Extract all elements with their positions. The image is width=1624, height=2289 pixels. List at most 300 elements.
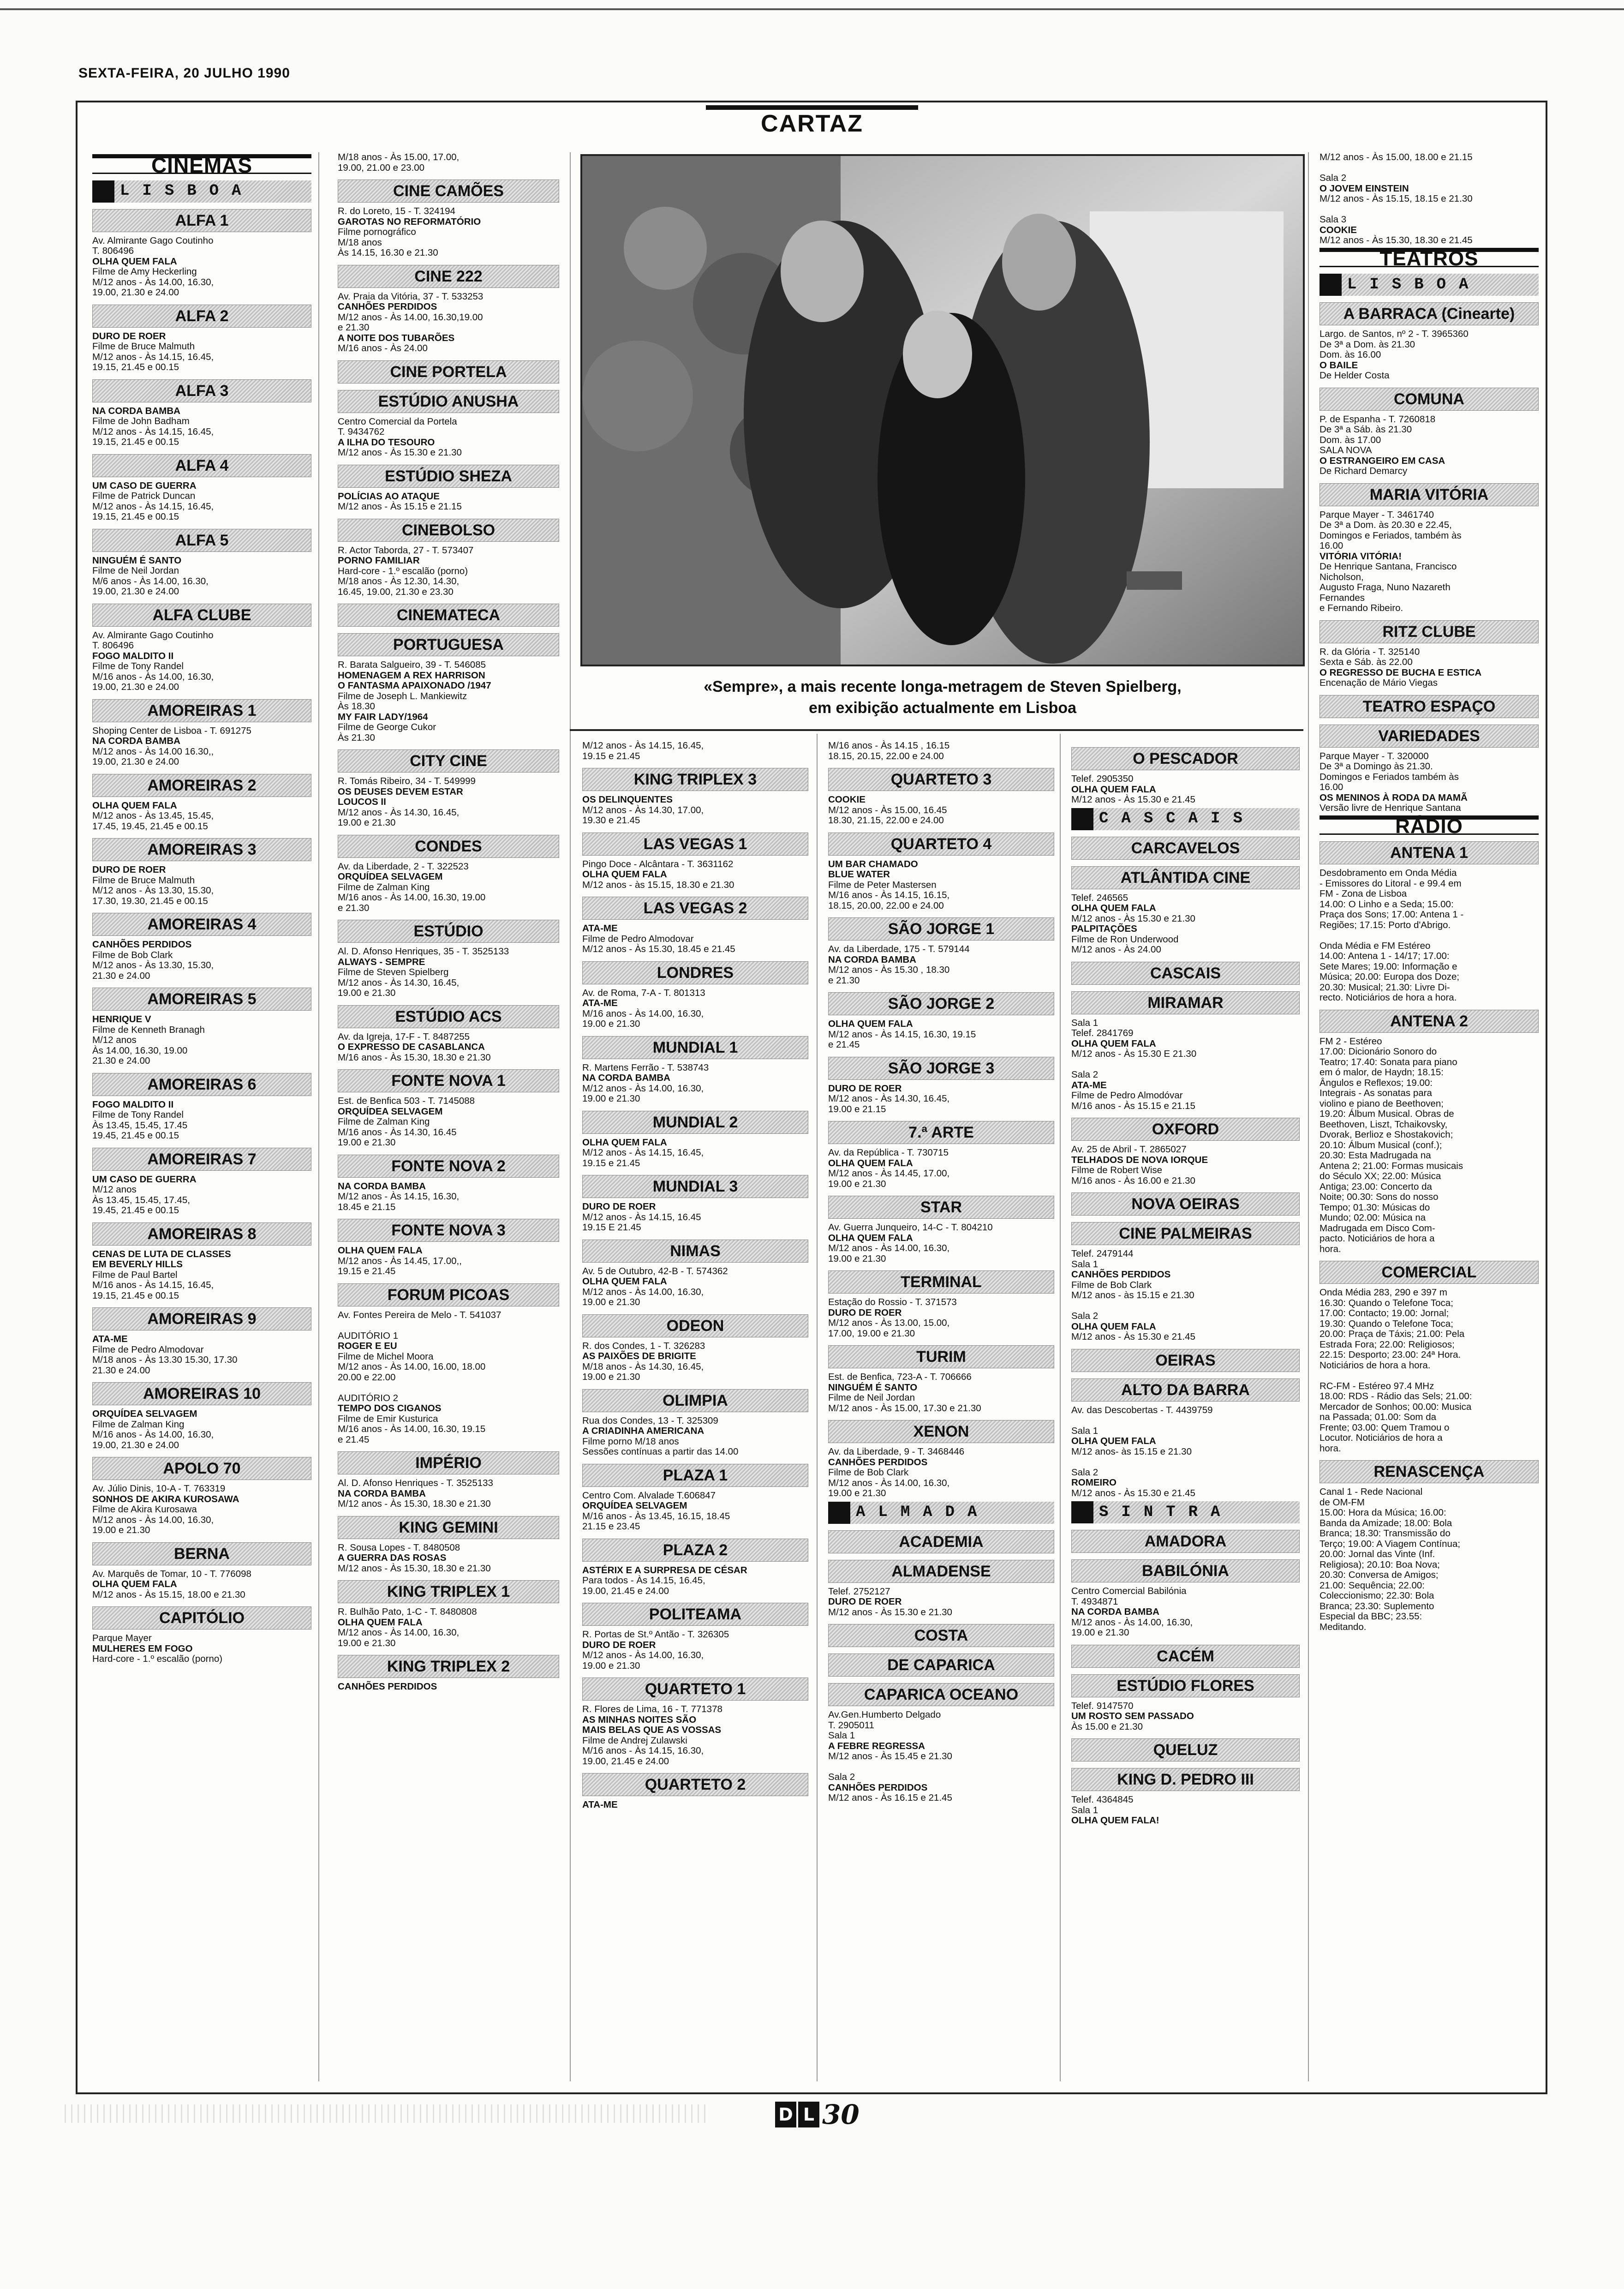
info-line: Filme de Joseph L. Mankiewitz	[338, 690, 467, 701]
info-line: M/12 anos - Às 14.00 16.30,,	[92, 746, 214, 757]
info-line: M/12 anos - Às 15.30, 18.30 e 21.30	[338, 1563, 491, 1574]
film-title-line: PORNO FAMILIAR	[338, 555, 420, 566]
programme-line: 17.00: Dicionário Sonoro do	[1320, 1046, 1437, 1057]
radio-station	[1320, 841, 1539, 1003]
programme-line: - Emissores do Litoral - e 99.4 em	[1320, 878, 1462, 889]
page-number: 30	[822, 2099, 860, 2130]
film-title-line: OS MENINOS À RODA DA MAMÃ	[1320, 792, 1468, 803]
venue-listing	[582, 1678, 808, 1767]
info-line: M/12 anos - Às 14.15, 16.45	[582, 1211, 701, 1222]
cinemas-column-3	[582, 741, 808, 1810]
info-line: M/16 anos - Às 14.00, 16.30,	[582, 1008, 704, 1019]
info-line: Dom. às 16.00	[1320, 349, 1381, 360]
programme-line: Mercador de Sonhos; 00.00: Musica	[1320, 1401, 1472, 1412]
info-line: M/12 anos - Às 14.15, 16.45,	[92, 426, 214, 437]
programme-line: do Século XX; 22.00: Música	[1320, 1171, 1441, 1181]
info-line: R. dos Condes, 1 - T. 326283	[582, 1340, 705, 1351]
venue-heading: PORTUGUESA	[338, 633, 559, 656]
info-line: Filme de Emir Kusturica	[338, 1413, 438, 1424]
info-line: M/12 anos - Às 15.30, 18.30 e 21.30	[338, 1498, 491, 1509]
info-line: M/12 anos - às 15.15 e 21.30	[1071, 1290, 1194, 1300]
venue-listing	[828, 1345, 1054, 1414]
venue-listing	[338, 1005, 559, 1063]
venue-heading: OXFORD	[1071, 1118, 1300, 1141]
venue-listing	[1071, 1645, 1300, 1732]
venue-heading: ESTÚDIO SHEZA	[338, 465, 559, 488]
info-line: Shoping Center de Lisboa - T. 691275	[92, 725, 251, 736]
info-line: 21.30 e 24.00	[92, 1055, 150, 1066]
venue-listing	[338, 1451, 559, 1510]
info-line: 19.00, 21.30 e 24.00	[92, 287, 179, 298]
info-line: Às 21.30	[338, 732, 375, 743]
venue-listing	[582, 1175, 808, 1233]
film-title-line: OLHA QUEM FALA	[828, 1019, 913, 1029]
venue-heading: CINEBOLSO	[338, 519, 559, 542]
info-line: Filme de Ron Underwood	[1071, 934, 1179, 945]
venue-heading: ALFA 2	[92, 305, 311, 328]
info-line: Às 14.00, 16.30, 19.00	[92, 1045, 188, 1056]
info-line: Av. Guerra Junqueiro, 14-C - T. 804210	[828, 1222, 993, 1233]
film-title-line: OLHA QUEM FALA	[338, 1617, 423, 1628]
info-line	[1320, 163, 1539, 174]
section-title: CARTAZ	[706, 105, 918, 147]
info-line: Filme de Amy Heckerling	[92, 266, 197, 277]
programme-line: Mundo; 02.00: Música na	[1320, 1212, 1426, 1223]
film-title-line: TELHADOS DE NOVA IORQUE	[1071, 1154, 1208, 1165]
info-line: Estação do Rossio - T. 371573	[828, 1297, 957, 1307]
venue-heading: VARIEDADES	[1320, 725, 1539, 748]
info-line: M/12 anos	[92, 1035, 137, 1045]
programme-line: 17.00: Contacto; 19.00: Jornal;	[1320, 1308, 1449, 1318]
programme-line: Integrais - As sonatas para	[1320, 1088, 1432, 1098]
film-title-line: HOMENAGEM A REX HARRISON	[338, 670, 485, 681]
info-line: M/12 anos	[92, 1184, 137, 1195]
venue-listing	[828, 917, 1054, 986]
info-line: M/6 anos - Às 14.00, 16.30,	[92, 575, 209, 587]
info-line: Av. de Roma, 7-A - T. 801313	[582, 987, 705, 998]
continued-text	[1320, 152, 1539, 246]
info-line: Telef. 2479144	[1071, 1248, 1134, 1259]
info-line: M/12 anos - Às 15.30 e 21.45	[1071, 1331, 1195, 1342]
venue-listing	[338, 920, 559, 999]
venue-listing	[338, 1069, 559, 1148]
almada-city-bar	[828, 1502, 1054, 1524]
cinemas-column-4	[828, 741, 1054, 1804]
info-line: M/16 anos - Às 14.00, 16.30, 19.00	[338, 892, 486, 903]
scan-noise	[65, 2104, 710, 2123]
info-line: 17.45, 19.45, 21.45 e 00.15	[92, 821, 208, 832]
info-line: De Henrique Santana, Francisco	[1320, 561, 1457, 572]
programme-line: Teatro; 17.40: Sonata para piano	[1320, 1056, 1457, 1067]
info-line: M/12 anos - Às 14.15, 16.45,	[92, 501, 214, 512]
info-line: 19.00, 21.30 e 24.00	[92, 1439, 179, 1450]
info-line: M/16 anos - Às 15.30, 18.30 e 21.30	[338, 1052, 491, 1063]
info-line: Sala 2	[1071, 1467, 1099, 1478]
info-line: Filme de Michel Moora	[338, 1351, 434, 1362]
programme-line: Meditando.	[1320, 1621, 1367, 1632]
film-title	[1320, 184, 1539, 194]
info-line: M/18 anos - Às 14.30, 16.45,	[582, 1361, 704, 1372]
info-line: Sala 2	[1071, 1311, 1099, 1321]
venue-heading: AMOREIRAS 6	[92, 1073, 311, 1096]
city-letter: L	[878, 1504, 888, 1522]
info-line: M/12 anos - Às 14.30, 16.45,	[338, 807, 460, 818]
programme-line	[1320, 930, 1539, 941]
info-line: Domingos e Feriados também às	[1320, 771, 1459, 782]
listing-list	[338, 180, 559, 1692]
film-title-line: UM CASO DE GUERRA	[92, 480, 197, 491]
programme-line: Música; 20.00: Europa dos Doze;	[1320, 971, 1460, 982]
info-line: Telef. 4364845	[1071, 1794, 1134, 1805]
info-line: 20.00 e 22.00	[338, 1372, 396, 1383]
venue-heading: MUNDIAL 3	[582, 1175, 808, 1198]
info-line: Parque Mayer	[92, 1633, 152, 1643]
programme-line: Praça dos Sons; 17.00: Antena 1 -	[1320, 909, 1464, 920]
film-title-line: ROMEIRO	[1071, 1477, 1116, 1488]
venue-listing	[582, 897, 808, 955]
film-title-line: ORQUÍDEA SELVAGEM	[338, 1106, 443, 1117]
film-title-line: DURO DE ROER	[92, 330, 166, 342]
venue-heading: ALFA 5	[92, 529, 311, 552]
city-letter: I	[1121, 1503, 1131, 1521]
venue-heading: ALFA 4	[92, 454, 311, 477]
city-letter: A	[1121, 810, 1131, 828]
info-line: 19.30 e 21.45	[582, 815, 640, 826]
info-line: Av. Almirante Gago Coutinho	[92, 629, 214, 641]
info-line: R. Portas de St.º Antão - T. 326305	[582, 1629, 729, 1640]
info-line: 19.00 e 21.30	[582, 1019, 640, 1029]
film-title-line: COOKIE	[828, 794, 866, 805]
city-letter: L	[1347, 276, 1357, 294]
venue-listing	[1320, 695, 1539, 814]
programme-line: violino e piano de Beethoven;	[1320, 1098, 1444, 1109]
venue-heading: ATLÂNTIDA CINE	[1071, 866, 1300, 889]
city-letter: A	[967, 1504, 977, 1522]
info-line: Para todos - Às 14.15, 16.45,	[582, 1575, 705, 1586]
programme-line: 19.30: Quando o Telefone Toca;	[1320, 1318, 1453, 1329]
venue-heading: FONTE NOVA 1	[338, 1069, 559, 1092]
info-line: R. Martens Ferrão - T. 538743	[582, 1062, 709, 1073]
info-line: AUDITÓRIO 1	[338, 1330, 398, 1341]
city-letter: S	[1099, 1503, 1109, 1521]
info-line: 21.30 e 24.00	[92, 970, 150, 981]
film-title-line: OLHA QUEM FALA	[92, 256, 177, 267]
info-line: M/12 anos - Às 15.30, 18.30 e 21.45	[1320, 235, 1473, 246]
programme-line: na Passada; 01.00: Som da	[1320, 1412, 1437, 1422]
info-line: 19.00 e 21.30	[338, 1137, 396, 1148]
venue-heading: XENON	[828, 1420, 1054, 1443]
venue-heading: ALFA 1	[92, 209, 311, 232]
venue-heading: KING TRIPLEX 1	[338, 1580, 559, 1603]
film-title-line: OLHA QUEM FALA	[1071, 1038, 1156, 1049]
info-line: Filme de George Cukor	[338, 722, 436, 732]
programme-line: 14.00: O Linho e a Seda; 15.00:	[1320, 899, 1454, 910]
venue-heading: CAPARICA OCEANO	[828, 1683, 1054, 1706]
info-line: De 3ª a Dom. às 20.30 e 22.45,	[1320, 520, 1452, 530]
programme-line: hora.	[1320, 1243, 1341, 1254]
logo-letter: L	[798, 2102, 819, 2127]
radio-station	[1320, 1261, 1539, 1454]
venue-heading: NOVA OEIRAS	[1071, 1192, 1300, 1216]
info-line: M/12 anos - Às 14.15, 16.30,	[338, 1191, 460, 1202]
venue-heading: MUNDIAL 1	[582, 1036, 808, 1059]
info-line: M/12 anos - Às 15.30 e 21.45	[1071, 1487, 1195, 1498]
film-title-line: SONHOS DE AKIRA KUROSAWA	[92, 1493, 239, 1504]
film-title	[1320, 225, 1539, 236]
venue-heading: AMOREIRAS 1	[92, 699, 311, 722]
venue-listing	[92, 1307, 311, 1376]
info-line: M/12 anos - Às 14.15, 16.30, 19.15	[828, 1029, 976, 1040]
film-title-line: ORQUÍDEA SELVAGEM	[92, 1408, 197, 1419]
city-letter: I	[142, 182, 152, 200]
venue-listing	[1071, 1738, 1300, 1826]
film-title-line: MAIS BELAS QUE AS VOSSAS	[582, 1725, 722, 1735]
info-line: Filme porno M/18 anos	[582, 1436, 679, 1447]
programme-line: 22.15: Desporto; 23.00: 24ª Hora.	[1320, 1349, 1461, 1360]
info-line: Av. da Liberdade, 175 - T. 579144	[828, 944, 970, 954]
venue-listing	[582, 1240, 808, 1308]
film-title-line: ORQUÍDEA SELVAGEM	[338, 871, 443, 882]
programme-line: Onda Média e FM Estéreo	[1320, 940, 1431, 951]
sintra-city-bar	[1071, 1501, 1300, 1523]
film-title-line: NA CORDA BAMBA	[92, 736, 180, 746]
info-line: 19.00 e 21.30	[582, 1093, 640, 1104]
film-title-line: TEMPO DOS CIGANOS	[338, 1403, 442, 1414]
programme-line: Noticiários de hora a hora.	[1320, 1360, 1431, 1371]
venue-listing	[92, 1606, 311, 1665]
venue-listing	[1071, 1530, 1300, 1638]
venue-listing	[1071, 962, 1300, 1112]
info-line: M/12 anos - Às 15.30 e 21.45	[1071, 794, 1195, 805]
venue-listing	[92, 454, 311, 522]
programme-line: Dvorak, Berlioz e Shostakovich;	[1320, 1129, 1453, 1140]
venue-heading: FORUM PICOAS	[338, 1283, 559, 1306]
venue-listing	[338, 835, 559, 914]
film-title-line: O JOVEM EINSTEIN	[1320, 183, 1409, 194]
venue-listing	[1071, 837, 1300, 955]
venue-heading: SÃO JORGE 1	[828, 917, 1054, 941]
venue-listing	[338, 749, 559, 828]
film-title-line: EM BEVERLY HILLS	[92, 1259, 183, 1270]
info-line: M/12 anos - Às 14.00, 16.30,19.00	[338, 312, 483, 323]
info-line: R. Bulhão Pato, 1-C - T. 8480808	[338, 1606, 477, 1617]
city-letter: R	[1188, 1503, 1198, 1521]
film-title-line: ORQUÍDEA SELVAGEM	[582, 1500, 687, 1511]
venue-heading: KING TRIPLEX 3	[582, 768, 808, 791]
info-line: 19.45, 21.45 e 00.15	[92, 1205, 179, 1216]
cascais-city-bar	[1071, 808, 1300, 830]
info-line: M/12 anos - Às 16.15 e 21.45	[828, 1792, 952, 1803]
venue-heading: CINE 222	[338, 265, 559, 288]
info-line: Domingos e Feriados, também às	[1320, 530, 1462, 541]
venue-heading: TEATRO ESPAÇO	[1320, 695, 1539, 718]
info-line: Filme de John Badham	[92, 416, 190, 426]
info-line: 19.00, 21.30 e 24.00	[92, 756, 179, 767]
venue-listing	[828, 992, 1054, 1050]
info-line: 19.00 e 21.30	[582, 1372, 640, 1382]
film-title-line: NA CORDA BAMBA	[338, 1180, 426, 1192]
station-heading: ANTENA 2	[1320, 1010, 1539, 1033]
film-title-line: OLHA QUEM FALA	[338, 1245, 423, 1256]
venue-heading: AMADORA	[1071, 1530, 1300, 1553]
venue-heading: PLAZA 1	[582, 1464, 808, 1487]
venue-listing	[92, 1222, 311, 1301]
programme-line: Tempo; 01.30: Músicas do	[1320, 1202, 1430, 1213]
logo-letter: D	[775, 2102, 796, 2127]
info-line: Al. D. Afonso Henriques, 35 - T. 3525133	[338, 946, 509, 957]
film-still-photo	[580, 154, 1305, 666]
venue-heading: ALMADENSE	[828, 1560, 1054, 1583]
venue-listing	[92, 604, 311, 693]
venue-heading: CINE PORTELA	[338, 360, 559, 383]
info-line: P. de Espanha - T. 7260818	[1320, 413, 1436, 425]
info-line: e 21.30	[338, 322, 370, 333]
venue-heading: TURIM	[828, 1345, 1054, 1368]
venue-listing	[92, 913, 311, 981]
info-line: 19.15 e 21.45	[338, 1266, 396, 1276]
info-line: R. Actor Taborda, 27 - T. 573407	[338, 545, 474, 556]
venue-heading: QUARTETO 2	[582, 1773, 808, 1796]
venue-heading: FONTE NOVA 2	[338, 1155, 559, 1178]
venue-listing	[582, 1539, 808, 1597]
programme-line: Especial da BBC; 23.55:	[1320, 1611, 1422, 1622]
film-title-line: O ESTRANGEIRO EM CASA	[1320, 455, 1445, 466]
entry-lines	[1320, 235, 1539, 246]
info-line: Telef. 2752127	[828, 1586, 890, 1597]
info-line: R. Sousa Lopes - T. 8480508	[338, 1542, 460, 1553]
info-line: 19.00 e 21.30	[338, 817, 396, 828]
info-line: Telef. 246565	[1071, 892, 1128, 903]
info-line: Fernandes	[1320, 592, 1365, 603]
programme-line: 18.00: RDS - Rádio das Sels; 21.00:	[1320, 1391, 1472, 1402]
venue-listing	[1071, 1349, 1300, 1499]
info-line: M/16 anos - Às 16.00 e 21.30	[1071, 1175, 1195, 1186]
info-line: M/12 anos - Às 15.15 e 21.15	[338, 501, 462, 512]
info-line: Filme de Neil Jordan	[828, 1392, 915, 1403]
film-title-line: ROGER E EU	[338, 1341, 397, 1351]
film-title-line: O EXPRESSO DE CASABLANCA	[338, 1042, 485, 1052]
info-line: M/12 anos - Às 14.00, 16.30,	[1071, 1617, 1193, 1628]
station-heading: ANTENA 1	[1320, 841, 1539, 864]
venue-heading: SÃO JORGE 2	[828, 992, 1054, 1015]
info-line: Filme de Akira Kurosawa	[92, 1504, 197, 1515]
info-line: 18.15, 20.00, 22.00 e 24.00	[828, 900, 944, 911]
venue-heading: AMOREIRAS 10	[92, 1382, 311, 1405]
venue-heading: AMOREIRAS 9	[92, 1307, 311, 1330]
programme-line: Terço; 19.00: A Viagem Contínua;	[1320, 1538, 1461, 1549]
venue-heading: COMUNA	[1320, 388, 1539, 411]
info-line: M/12 anos - Às 13.00, 15.00,	[828, 1318, 950, 1328]
venue-heading: CINE CAMÕES	[338, 180, 559, 203]
info-line: 19.00 e 21.30	[1071, 1627, 1129, 1638]
venue-listing	[92, 838, 311, 906]
info-line: 18.45 e 21.15	[338, 1201, 396, 1212]
info-line: T. 9434762	[338, 426, 385, 437]
film-title-line: CANHÕES PERDIDOS	[828, 1456, 928, 1468]
programme-line: Coleccionismo; 22.30: Bola	[1320, 1590, 1434, 1601]
listing-list	[828, 768, 1054, 1499]
film-title-line: CANHÕES PERDIDOS	[92, 939, 192, 950]
info-line: M/12 anos - Às 15.30 E 21.30	[1071, 1049, 1197, 1059]
info-line: M/12 anos - Às 24.00	[1071, 944, 1161, 955]
venue-heading: FONTE NOVA 3	[338, 1219, 559, 1242]
info-line	[1320, 204, 1539, 215]
info-line: 18.15, 20.15, 22.00 e 24.00	[828, 750, 944, 761]
venue-listing	[582, 1111, 808, 1169]
programme-line: Banda da Amizade; 18.00: Bola	[1320, 1517, 1452, 1528]
city-letter: B	[1414, 276, 1424, 294]
info-line: M/12 anos - Às 14.30, 17.00,	[582, 804, 704, 815]
venue-listing	[828, 1121, 1054, 1189]
continued-text	[828, 741, 1054, 761]
info-line: Filme de Pedro Almodovar	[582, 933, 694, 944]
info-line: M/12 anos - Às 14.30, 16.45,	[828, 1093, 950, 1104]
info-line: 21.30 e 24.00	[92, 1365, 150, 1376]
info-line: 19.00, 21.00 e 23.00	[338, 162, 425, 173]
venue-heading: ACADEMIA	[828, 1530, 1054, 1553]
venue-heading: SÃO JORGE 3	[828, 1057, 1054, 1080]
venue-heading: LAS VEGAS 1	[582, 833, 808, 856]
info-line: M/12 anos - Às 14.00, 16.30,	[828, 1243, 950, 1253]
info-line: Filme de Steven Spielberg	[338, 967, 449, 977]
info-line: Av. Almirante Gago Coutinho	[92, 235, 214, 246]
column-divider	[318, 152, 319, 2081]
city-letter: C	[1099, 810, 1109, 828]
venue-listing	[92, 1542, 311, 1600]
caption-line-1: «Sempre», a mais recente longa-metragem de Steven Spielberg,	[704, 678, 1182, 695]
venue-listing	[582, 1314, 808, 1383]
venue-heading: MARIA VITÓRIA	[1320, 483, 1539, 506]
programme-line: 19.20: Álbum Musical. Obras de	[1320, 1109, 1454, 1119]
info-line: Av. Praia da Vitória, 37 - T. 533253	[338, 291, 484, 302]
info-line: 16.00	[1320, 540, 1343, 551]
info-line: Filme de Andrej Zulawski	[582, 1735, 687, 1746]
info-line: M/12 anos - Às 13.30, 15.30,	[92, 960, 214, 971]
venue-listing	[92, 1382, 311, 1450]
info-line: Telef. 9147570	[1071, 1700, 1134, 1711]
info-line: Telef. 2905350	[1071, 773, 1134, 784]
venue-heading: QUELUZ	[1071, 1738, 1300, 1762]
info-line: M/12 anos - Às 15.30 e 21.30	[828, 1606, 952, 1618]
programme-line: Beethoven, Liszt, Tchaikovsky,	[1320, 1119, 1448, 1130]
info-line	[1071, 1060, 1300, 1070]
venue-heading: AMOREIRAS 3	[92, 838, 311, 861]
info-line: Av. 5 de Outubro, 42-B - T. 574362	[582, 1265, 728, 1276]
city-letter: C	[1166, 810, 1176, 828]
venue-heading: OLIMPIA	[582, 1389, 808, 1412]
listing-list	[92, 209, 311, 1665]
date-header: SEXTA-FEIRA, 20 JULHO 1990	[78, 66, 290, 81]
info-line: Av. da Liberdade, 9 - T. 3468446	[828, 1446, 965, 1457]
venue-listing	[338, 1283, 559, 1445]
info-line: 19.00 e 21.15	[828, 1103, 886, 1115]
info-line: M/16 anos - Às 14.15 , 16.15	[828, 740, 950, 751]
cinemas-heading: CINEMAS	[92, 154, 311, 174]
info-line: 18.30, 21.15, 22.00 e 24.00	[828, 815, 944, 826]
film-title-line: NINGUÉM É SANTO	[92, 555, 182, 566]
programme-line: recto. Noticiários de hora a hora.	[1320, 992, 1457, 1003]
info-line: Filme de Robert Wise	[1071, 1165, 1163, 1175]
info-line: 19.00 e 21.30	[828, 1178, 886, 1189]
info-line: e 21.30	[828, 975, 860, 986]
radio-list	[1320, 841, 1539, 1632]
film-title-line: OLHA QUEM FALA	[1071, 1436, 1156, 1446]
info-line: Filme de Zalman King	[338, 1116, 430, 1127]
info-line: M/12 anos - Às 15.30 , 18.30	[828, 965, 950, 975]
info-line: Av. da República - T. 730715	[828, 1147, 949, 1158]
city-letter: A	[1188, 810, 1198, 828]
film-title-line: NA CORDA BAMBA	[828, 954, 916, 965]
